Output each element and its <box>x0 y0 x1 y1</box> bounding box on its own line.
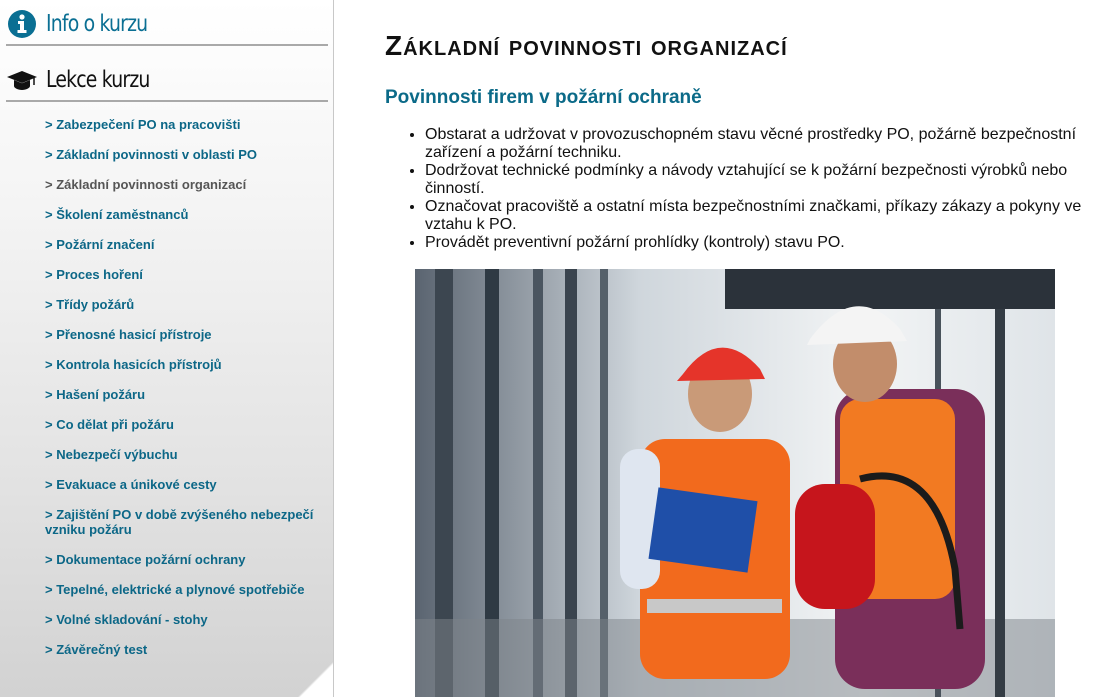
lesson-link[interactable]: > Požární značení <box>45 237 155 252</box>
obligation-item: • Označovat pracoviště a ostatní místa bezpečnostními značkami, příkazy zákazy a pokyny ve vztahu k PO. <box>425 198 1085 234</box>
info-o-kurzu-header[interactable] <box>6 4 328 46</box>
lesson-link[interactable]: > Volné skladování - stohy <box>45 612 208 627</box>
lesson-link[interactable]: > Dokumentace požární ochrany <box>45 552 246 567</box>
lesson-link[interactable]: > Školení zaměstnanců <box>45 207 189 222</box>
sidebar <box>0 0 334 697</box>
lesson-link[interactable]: > Zabezpečení PO na pracovišti <box>45 117 241 132</box>
lesson-link[interactable]: > Co dělat při požáru <box>45 417 174 432</box>
lesson-link[interactable]: > Kontrola hasicích přístrojů <box>45 357 222 372</box>
obligation-item: • Obstarat a udržovat v provozuschopném stavu věcné prostředky PO, požárně bezpečnostní zařízení a požární techniku. <box>425 126 1085 162</box>
lekce-kurzu-title: Lekce kurzu <box>46 67 150 93</box>
info-circle-icon <box>6 8 38 40</box>
lesson-link[interactable]: > Základní povinnosti v oblasti PO <box>45 147 258 162</box>
lesson-link[interactable]: > Třídy požárů <box>45 297 135 312</box>
lesson-link[interactable]: > Nebezpečí výbuchu <box>45 447 178 462</box>
lesson-link[interactable]: > Základní povinnosti organizací <box>45 177 247 192</box>
obligation-item: • Provádět preventivní požární prohlídky (kontroly) stavu PO. <box>425 234 1085 252</box>
graduation-cap-icon <box>6 64 38 96</box>
info-o-kurzu-title: Info o kurzu <box>46 11 148 37</box>
section-subtitle: Povinnosti firem v požární ochraně <box>385 87 702 108</box>
firefighters-inspection-photo <box>415 269 1055 697</box>
obligations-list <box>385 126 1085 252</box>
lesson-link[interactable]: > Proces hoření <box>45 267 143 282</box>
lesson-link[interactable]: > Hašení požáru <box>45 387 146 402</box>
lekce-kurzu-header[interactable] <box>6 60 328 102</box>
lesson-list <box>45 117 330 672</box>
page-title: Základní povinnosti organizací <box>385 30 788 61</box>
lesson-link[interactable]: > Tepelné, elektrické a plynové spotřebiče <box>45 582 305 597</box>
lesson-link[interactable]: > Závěrečný test <box>45 642 148 657</box>
lesson-link[interactable]: > Evakuace a únikové cesty <box>45 477 217 492</box>
lesson-link[interactable]: > Zajištění PO v době zvýšeného nebezpečí vzniku požáru <box>45 507 314 537</box>
lesson-link[interactable]: > Přenosné hasicí přístroje <box>45 327 212 342</box>
obligation-item: • Dodržovat technické podmínky a návody vztahující se k požární bezpečnosti výrobků nebo činností. <box>425 162 1085 198</box>
